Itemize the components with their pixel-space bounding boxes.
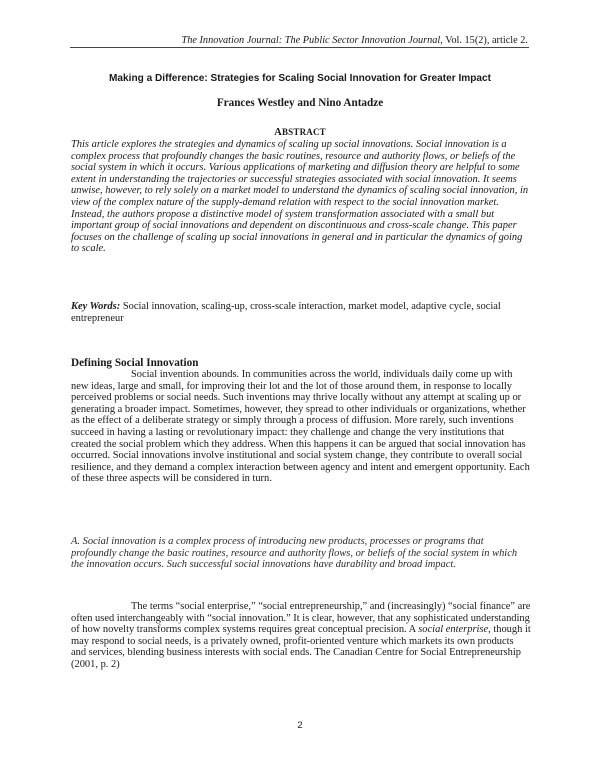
highlighted-definition: A. Social innovation is a complex process of introducing new products, processes or programs that profoundly change the basic routines, resource and authority flows, or beliefs of the social system in which the innovation occurs. Such successful social innovations have durability and broad impact. xyxy=(71,536,518,571)
keywords-text: Social innovation, scaling-up, cross-scale interaction, market model, adaptive cycle, social entrepreneur xyxy=(71,301,501,324)
keywords xyxy=(71,301,531,324)
journal-title: The Innovation Journal: The Public Sector Innovation Journal xyxy=(181,35,441,46)
article-authors: Frances Westley and Nino Antadze xyxy=(216,97,384,109)
keywords-label: Key Words: xyxy=(71,301,121,312)
abstract-heading-rest: BSTRACT xyxy=(281,127,326,137)
header-rule xyxy=(70,47,529,48)
section-heading: Defining Social Innovation xyxy=(71,357,199,369)
paragraph-2-part-2: though it may respond to social needs, is a privately owned, profit-oriented venture which markets its own products and services, blending business interests with social ends. The Canadian Centre for Social Entrepreneurship (2001, p. 2) xyxy=(71,624,531,670)
running-header xyxy=(181,35,528,46)
volume-info: , Vol. 15(2), article 2. xyxy=(440,35,528,46)
paragraph-2-emphasis: social enterprise, xyxy=(418,624,491,636)
paragraph-1: Social invention abounds. In communities across the world, individuals daily come up with new ideas, large and small, for improving their lot and the lot of those around them, in response to locally perceived problems or social needs. Such inventions may thrive locally without any attempt at scaling up or generating a broader impact. Sometimes, however, they spread to other individuals or organizations, whether as the effect of a deliberate strategy or simply through a process of diffusion. More rarely, such inventions succeed in having a lasting or revolutionary impact: they challenge and change the very institutions that created the social problem which they address. When this happens it can be argued that social innovation has occurred. Social innovations involve institutional and social system change, they contribute to overall social resilience, and they demand a complex interaction between agency and intent and emergent opportunity. Each of these three aspects will be considered in turn. xyxy=(71,369,530,485)
paragraph-2 xyxy=(71,601,531,671)
abstract-heading-initial: A xyxy=(274,127,282,138)
page-number: 2 xyxy=(297,720,303,731)
article-title: Making a Difference: Strategies for Scaling Social Innovation for Greater Impact xyxy=(109,73,491,84)
paragraph-2-part-1: The terms “social enterprise,” “social entrepreneurship,” and (increasingly) “social finance” are often used interchangeably with “social innovation.” It is clear, however, that any sophisticated understanding of how novelty transforms complex systems requires great conceptual precision. A xyxy=(71,601,531,636)
abstract-heading xyxy=(0,127,600,138)
abstract-text: This article explores the strategies and dynamics of scaling up social innovations. Social innovation is a complex process that profoundly changes the basic routines, resource and authority flows, or beliefs of the social system in which it occurs. Various applications of marketing and diffusion theory are helpful to some extent in understanding the trajectories or successful strategies associated with social innovation. It seems unwise, however, to rely solely on a market model to understand the dynamics of scaling social innovation, in view of the complex nature of the supply-demand relation with respect to the social innovation market. Instead, the authors propose a distinctive model of system transformation associated with a small but important group of social innovations and dependent on discontinuous and cross-scale change. This paper focuses on the challenge of scaling up social innovations in general and in particular the dynamics of going to scale. xyxy=(71,139,529,255)
